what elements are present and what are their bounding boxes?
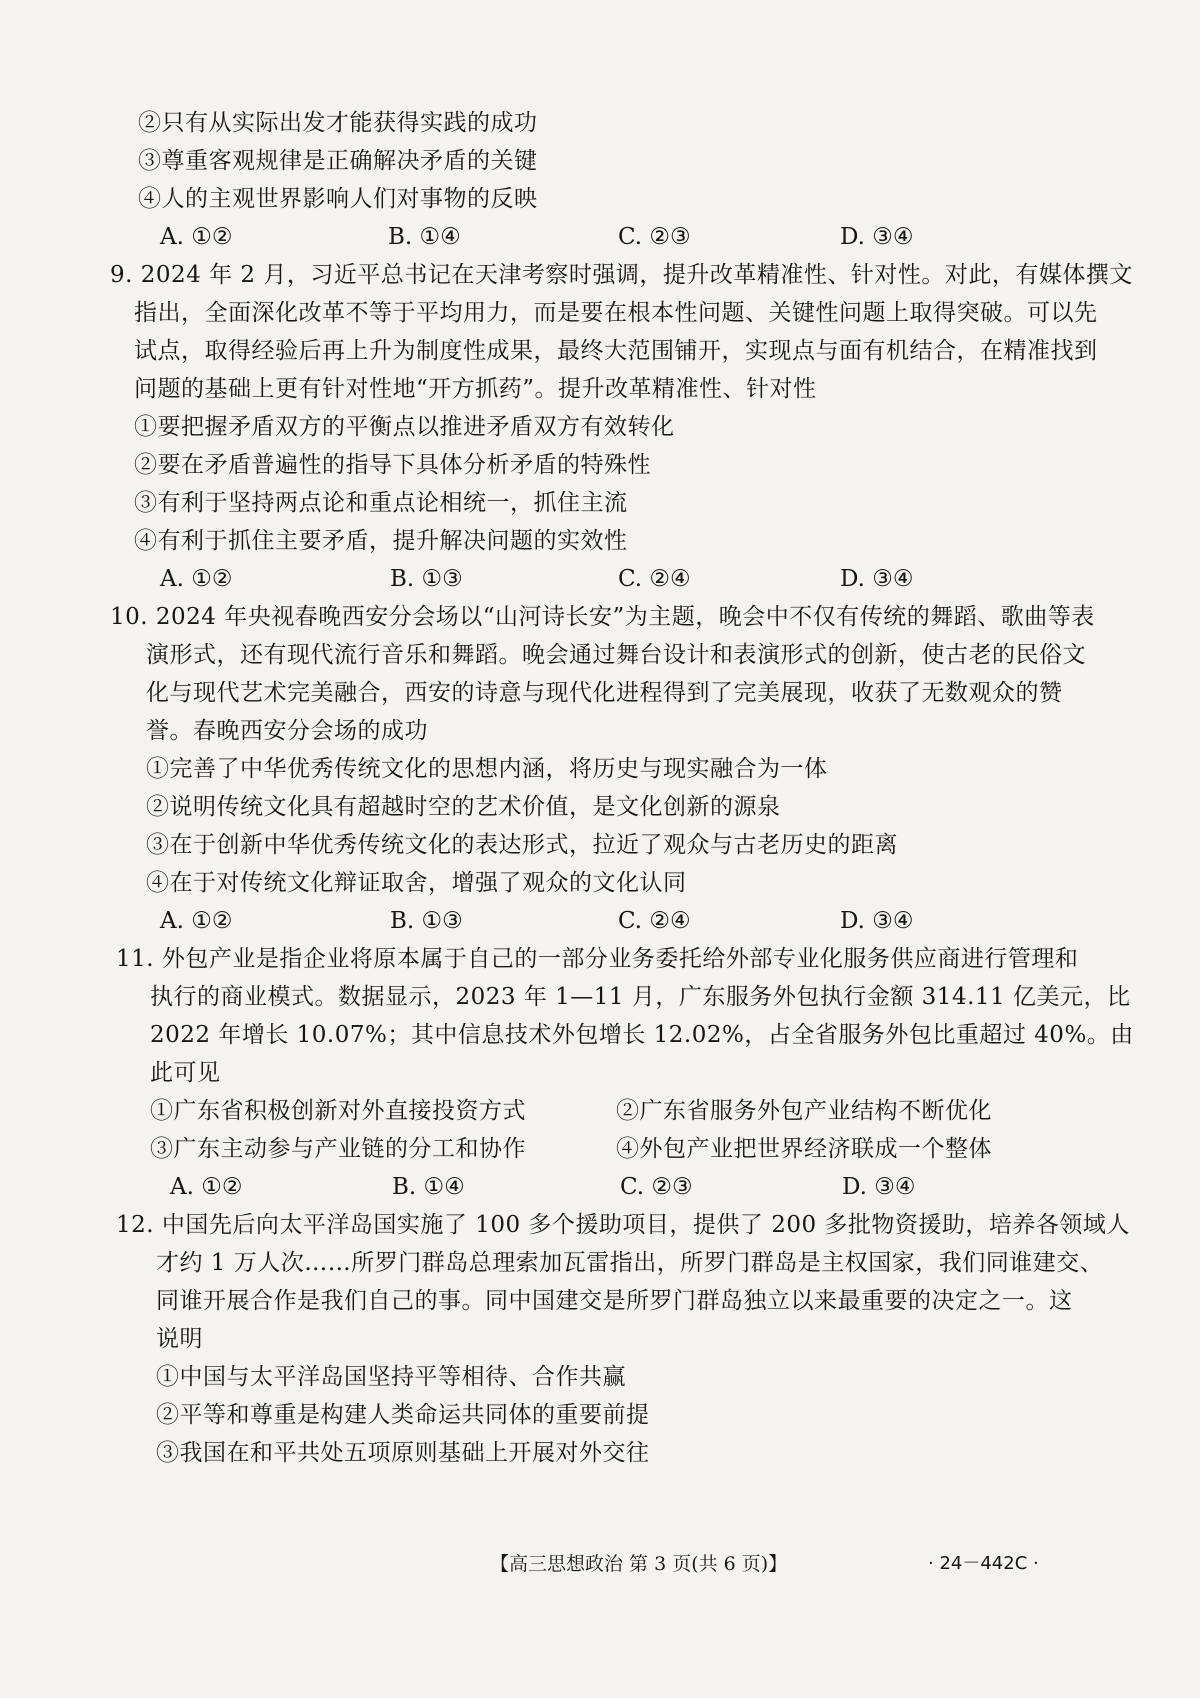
q11-option-c: C. ②③	[620, 1174, 693, 1200]
q11-stem-line: 此可见	[150, 1060, 221, 1086]
q8-option-d: D. ③④	[840, 224, 914, 250]
q11-option-b: B. ①④	[392, 1174, 465, 1200]
q9-stmt-3: ③有利于坚持两点论和重点论相统一，抓住主流	[134, 490, 628, 516]
q8-option-c: C. ②③	[618, 224, 691, 250]
q11-stem-line: 2022 年增长 10.07%；其中信息技术外包增长 12.02%，占全省服务外包比重超过 40%。由	[150, 1022, 1134, 1048]
q11-option-d: D. ③④	[842, 1174, 916, 1200]
q9-stmt-1: ①要把握矛盾双方的平衡点以推进矛盾双方有效转化	[134, 414, 675, 440]
q10-stmt-1: ①完善了中华优秀传统文化的思想内涵，将历史与现实融合为一体	[146, 756, 828, 782]
q11-stmt-4: ④外包产业把世界经济联成一个整体	[616, 1136, 992, 1162]
q8-option-a: A. ①②	[160, 224, 233, 250]
footer-paper-code: · 24－442C ·	[928, 1553, 1039, 1574]
q10-stmt-4: ④在于对传统文化辩证取舍，增强了观众的文化认同	[146, 870, 687, 896]
q12-stmt-1: ①中国与太平洋岛国坚持平等相待、合作共赢	[156, 1364, 626, 1390]
q10-stem-line: 10. 2024 年央视春晚西安分会场以“山河诗长安”为主题，晚会中不仅有传统的舞蹈、歌曲等表	[110, 604, 1095, 630]
q8-stmt-2: ②只有从实际出发才能获得实践的成功	[138, 110, 538, 136]
q9-stmt-2: ②要在矛盾普遍性的指导下具体分析矛盾的特殊性	[134, 452, 651, 478]
q9-stem-line: 问题的基础上更有针对性地“开方抓药”。提升改革精准性、针对性	[134, 376, 817, 402]
q9-option-d: D. ③④	[840, 566, 914, 592]
q10-option-d: D. ③④	[840, 908, 914, 934]
q11-option-a: A. ①②	[170, 1174, 243, 1200]
q10-stem-line: 演形式，还有现代流行音乐和舞蹈。晚会通过舞台设计和表演形式的创新，使古老的民俗文	[146, 642, 1086, 668]
q12-stem-line: 12. 中国先后向太平洋岛国实施了 100 多个援助项目，提供了 200 多批物资援助，培养各领域人	[116, 1212, 1130, 1238]
q9-option-b: B. ①③	[390, 566, 463, 592]
q9-stem-line: 指出，全面深化改革不等于平均用力，而是要在根本性问题、关键性问题上取得突破。可以先	[134, 300, 1098, 326]
q12-stem-line: 说明	[156, 1326, 203, 1352]
q11-stmt-2: ②广东省服务外包产业结构不断优化	[616, 1098, 992, 1124]
q9-option-a: A. ①②	[160, 566, 233, 592]
q9-option-c: C. ②④	[618, 566, 691, 592]
q12-stmt-3: ③我国在和平共处五项原则基础上开展对外交往	[156, 1440, 650, 1466]
q10-stmt-3: ③在于创新中华优秀传统文化的表达形式，拉近了观众与古老历史的距离	[146, 832, 898, 858]
q12-stem-line: 才约 1 万人次……所罗门群岛总理索加瓦雷指出，所罗门群岛是主权国家，我们同谁建交、	[156, 1250, 1104, 1276]
q10-option-c: C. ②④	[618, 908, 691, 934]
q8-option-b: B. ①④	[388, 224, 461, 250]
q11-stem-line: 11. 外包产业是指企业将原本属于自己的一部分业务委托给外部专业化服务供应商进行管理和	[116, 946, 1079, 972]
q9-stem-line: 9. 2024 年 2 月，习近平总书记在天津考察时强调，提升改革精准性、针对性。对此，有媒体撰文	[110, 262, 1133, 288]
q9-stmt-4: ④有利于抓住主要矛盾，提升解决问题的实效性	[134, 528, 628, 554]
q10-stem-line: 化与现代艺术完美融合，西安的诗意与现代化进程得到了完美展现，收获了无数观众的赞	[146, 680, 1063, 706]
q10-option-a: A. ①②	[160, 908, 233, 934]
q11-stem-line: 执行的商业模式。数据显示，2023 年 1—11 月，广东服务外包执行金额 314.11 亿美元，比	[150, 984, 1131, 1010]
q11-stmt-3: ③广东主动参与产业链的分工和协作	[150, 1136, 526, 1162]
page-footer	[0, 1548, 1200, 1580]
footer-page-label: 【高三思想政治 第 3 页(共 6 页)】	[490, 1553, 788, 1575]
q8-stmt-4: ④人的主观世界影响人们对事物的反映	[138, 186, 538, 212]
q12-stem-line: 同谁开展合作是我们自己的事。同中国建交是所罗门群岛独立以来最重要的决定之一。这	[156, 1288, 1073, 1314]
q11-stmt-1: ①广东省积极创新对外直接投资方式	[150, 1098, 526, 1124]
q10-option-b: B. ①③	[390, 908, 463, 934]
q9-stem-line: 试点，取得经验后再上升为制度性成果，最终大范围铺开，实现点与面有机结合，在精准找到	[134, 338, 1098, 364]
q10-stmt-2: ②说明传统文化具有超越时空的艺术价值，是文化创新的源泉	[146, 794, 781, 820]
q10-stem-line: 誉。春晚西安分会场的成功	[146, 718, 428, 744]
q8-stmt-3: ③尊重客观规律是正确解决矛盾的关键	[138, 148, 538, 174]
q12-stmt-2: ②平等和尊重是构建人类命运共同体的重要前提	[156, 1402, 650, 1428]
